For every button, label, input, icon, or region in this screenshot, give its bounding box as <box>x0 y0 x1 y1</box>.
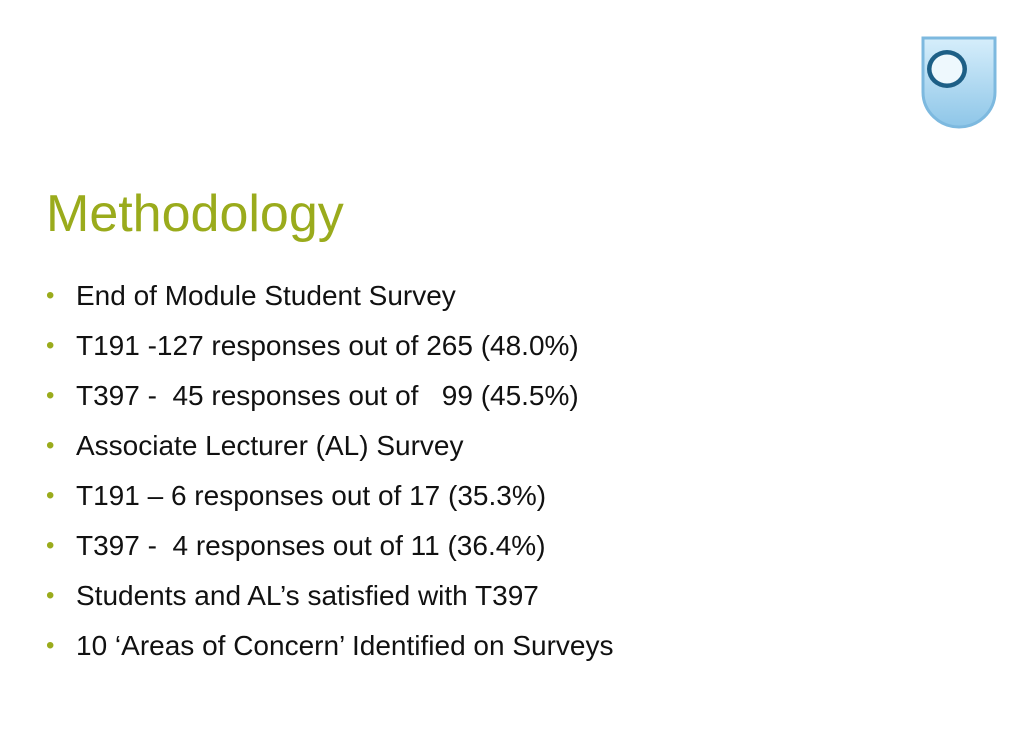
bullet-icon: • <box>46 382 55 409</box>
bullet-item <box>46 522 613 572</box>
bullet-icon: • <box>46 482 55 509</box>
bullet-text: 10 ‘Areas of Concern’ Identified on Surveys <box>76 630 614 661</box>
bullet-text: T397 - 4 responses out of 11 (36.4%) <box>76 530 546 561</box>
bullet-text: T397 - 45 responses out of 99 (45.5%) <box>76 380 579 411</box>
bullet-text: T191 – 6 responses out of 17 (35.3%) <box>76 480 547 511</box>
bullet-icon: • <box>46 282 55 309</box>
bullet-text: Associate Lecturer (AL) Survey <box>76 430 464 461</box>
bullet-item <box>46 372 613 422</box>
slide-title: Methodology <box>46 185 344 243</box>
bullet-icon: • <box>46 632 55 659</box>
bullet-text: T191 -127 responses out of 265 (48.0%) <box>76 330 579 361</box>
bullet-text: Students and AL’s satisfied with T397 <box>76 580 539 611</box>
bullet-item <box>46 272 613 322</box>
bullet-item <box>46 322 613 372</box>
bullet-text: End of Module Student Survey <box>76 280 456 311</box>
bullet-item <box>46 472 613 522</box>
bullet-item <box>46 572 613 622</box>
bullet-icon: • <box>46 332 55 359</box>
bullet-item <box>46 422 613 472</box>
bullet-icon: • <box>46 582 55 609</box>
shield-logo-icon <box>920 36 998 130</box>
bullet-icon: • <box>46 532 55 559</box>
bullet-icon: • <box>46 432 55 459</box>
bullet-item <box>46 622 613 672</box>
bullet-list <box>46 272 613 672</box>
